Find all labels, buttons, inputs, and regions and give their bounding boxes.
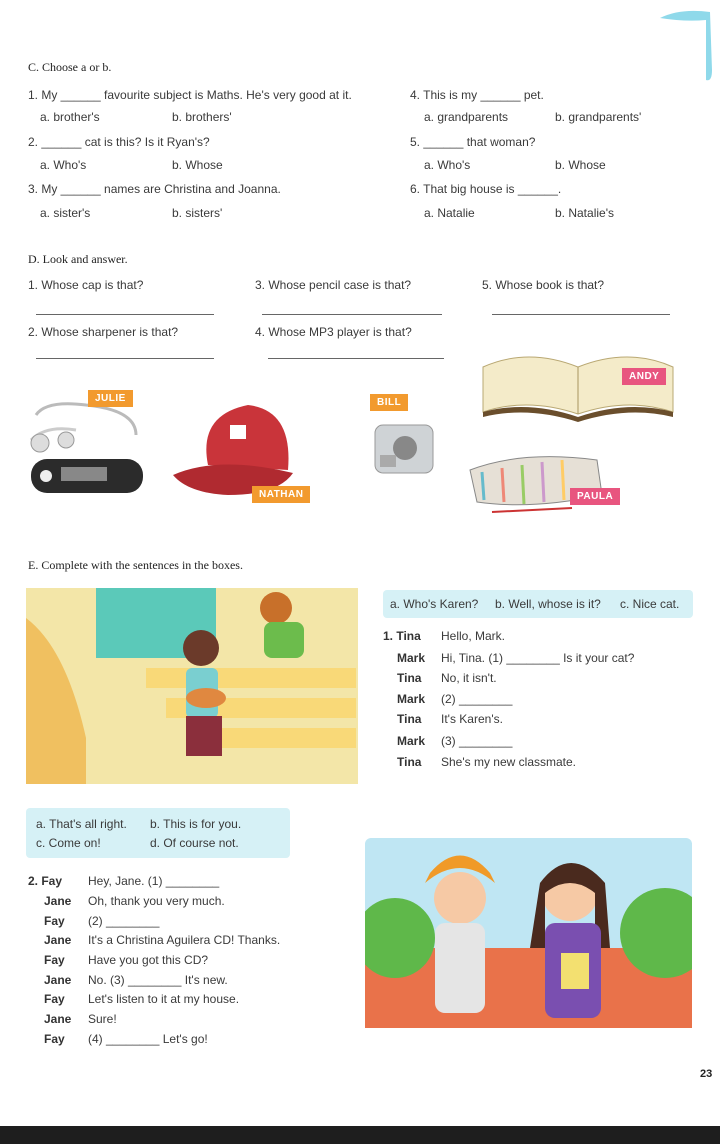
c-option-3a[interactable]: a. sister's — [40, 206, 91, 220]
c-option-4b[interactable]: b. grandparents' — [555, 110, 642, 124]
label-bill: BILL — [370, 394, 408, 411]
d-question-1: 1. Whose cap is that? — [28, 278, 144, 292]
box-2 — [26, 808, 290, 858]
dialogue1-line: Mark (3) ________ — [397, 734, 513, 748]
d-answer-line-4[interactable] — [268, 358, 444, 359]
bottom-bar — [0, 1126, 720, 1144]
dialogue2-line: Fay Let's listen to it at my house. — [44, 992, 240, 1006]
box1-option-c[interactable]: c. Nice cat. — [620, 597, 680, 611]
c-question-4: 4. This is my ______ pet. — [410, 88, 544, 102]
d-answer-line-3[interactable] — [262, 314, 442, 315]
c-question-5: 5. ______ that woman? — [410, 135, 536, 149]
dialogue1-line: Tina No, it isn't. — [397, 671, 497, 685]
c-question-2: 2. ______ cat is this? Is it Ryan's? — [28, 135, 210, 149]
mp3-player-illustration — [26, 395, 166, 500]
c-option-1b[interactable]: b. brothers' — [172, 110, 232, 124]
d-question-2: 2. Whose sharpener is that? — [28, 325, 179, 339]
stairs-cat-illustration — [26, 588, 358, 784]
c-option-5a[interactable]: a. Who's — [424, 158, 471, 172]
d-question-3: 3. Whose pencil case is that? — [255, 278, 412, 292]
dialogue2-line: Jane No. (3) ________ It's new. — [44, 973, 228, 987]
label-nathan: NATHAN — [252, 486, 310, 503]
section-e-title: E. Complete with the sentences in the boxes. — [28, 558, 243, 572]
c-option-5b[interactable]: b. Whose — [555, 158, 606, 172]
dialogue2-line: 2. Fay Hey, Jane. (1) ________ — [28, 874, 220, 888]
sharpener-illustration — [365, 410, 445, 485]
c-option-6a[interactable]: a. Natalie — [424, 206, 475, 220]
section-d-title: D. Look and answer. — [28, 252, 128, 266]
box2-option-b[interactable]: b. This is for you. — [150, 817, 242, 831]
cap-illustration — [168, 395, 308, 500]
c-option-2b[interactable]: b. Whose — [172, 158, 223, 172]
d-question-4: 4. Whose MP3 player is that? — [255, 325, 412, 339]
label-julie: JULIE — [88, 390, 133, 407]
dialogue1-line: 1. Tina Hello, Mark. — [383, 629, 506, 643]
c-option-6b[interactable]: b. Natalie's — [555, 206, 614, 220]
d-answer-line-5[interactable] — [492, 314, 670, 315]
box2-option-a[interactable]: a. That's all right. — [36, 817, 127, 831]
section-c-title: C. Choose a or b. — [28, 60, 112, 74]
c-option-3b[interactable]: b. sisters' — [172, 206, 223, 220]
box1-option-b[interactable]: b. Well, whose is it? — [495, 597, 601, 611]
dialogue2-line: Jane Oh, thank you very much. — [44, 894, 225, 908]
label-paula: PAULA — [570, 488, 620, 505]
c-option-2a[interactable]: a. Who's — [40, 158, 87, 172]
page-number: 23 — [700, 1068, 713, 1080]
dialogue2-line: Jane It's a Christina Aguilera CD! Thanks. — [44, 933, 281, 947]
corner-decoration — [640, 0, 720, 90]
dialogue1-line: Tina It's Karen's. — [397, 712, 503, 726]
d-answer-line-2[interactable] — [36, 358, 214, 359]
dialogue2-line: Fay (2) ________ — [44, 914, 160, 928]
dialogue1-line: Mark Hi, Tina. (1) ________ Is it your cat? — [397, 651, 635, 665]
dialogue1-line: Mark (2) ________ — [397, 692, 513, 706]
d-answer-line-1[interactable] — [36, 314, 214, 315]
c-question-6: 6. That big house is ______. — [410, 182, 562, 196]
dialogue2-line: Fay Have you got this CD? — [44, 953, 209, 967]
d-question-5: 5. Whose book is that? — [482, 278, 605, 292]
c-option-4a[interactable]: a. grandparents — [424, 110, 509, 124]
c-question-3: 3. My ______ names are Christina and Joanna. — [28, 182, 281, 196]
box2-option-c[interactable]: c. Come on! — [36, 836, 101, 850]
dialogue1-line: Tina She's my new classmate. — [397, 755, 577, 769]
c-option-1a[interactable]: a. brother's — [40, 110, 100, 124]
box1-option-a[interactable]: a. Who's Karen? — [390, 597, 479, 611]
c-question-1: 1. My ______ favourite subject is Maths. He's very good at it. — [28, 88, 352, 102]
dialogue2-line: Fay (4) ________ Let's go! — [44, 1032, 208, 1046]
dialogue2-line: Jane Sure! — [44, 1012, 117, 1026]
label-andy: ANDY — [622, 368, 666, 385]
box2-option-d[interactable]: d. Of course not. — [150, 836, 239, 850]
two-girls-illustration — [365, 838, 692, 1028]
